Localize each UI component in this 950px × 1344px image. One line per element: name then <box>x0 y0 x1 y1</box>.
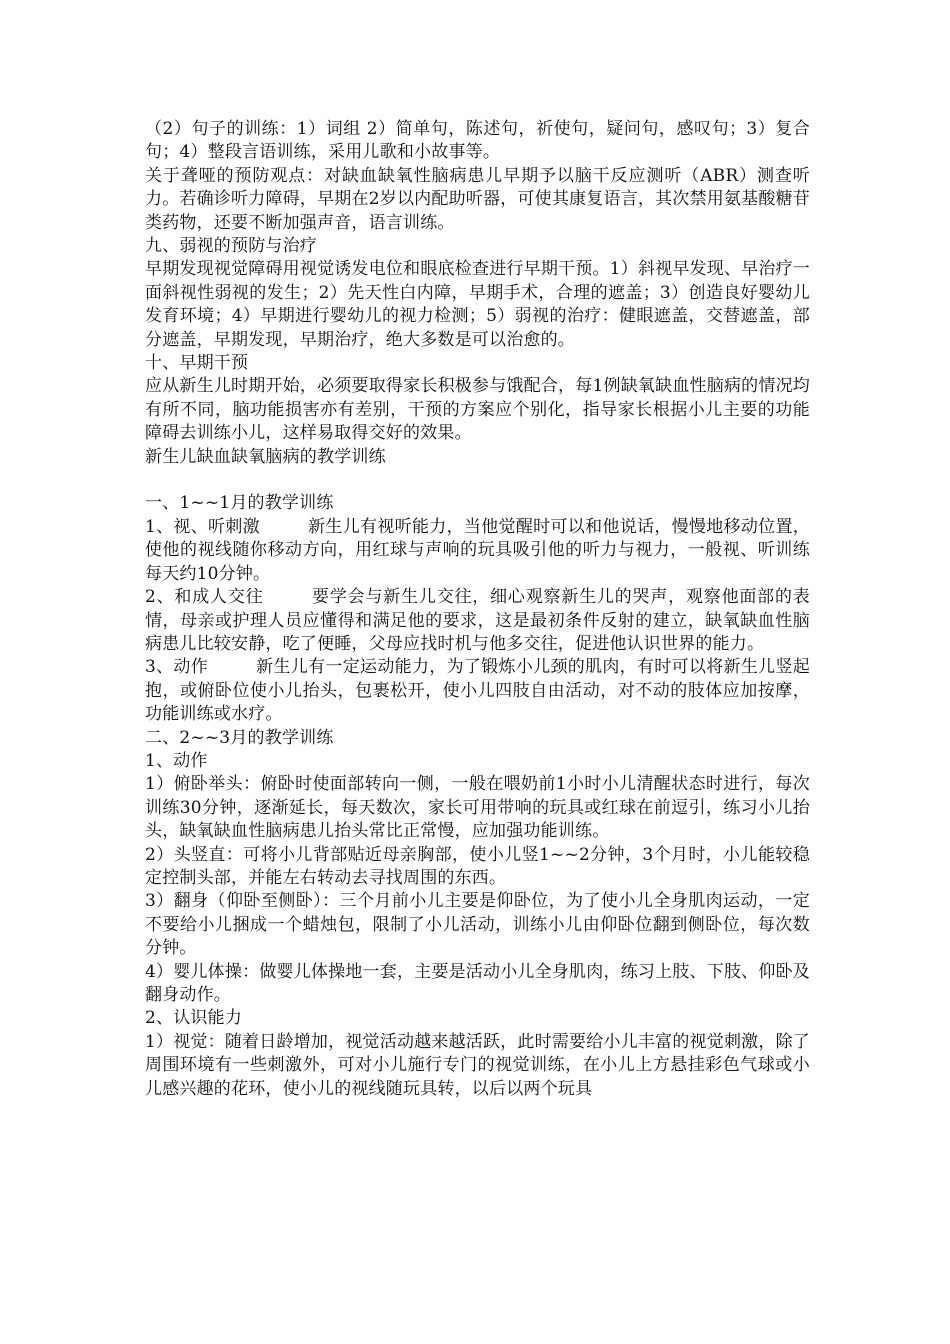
paragraph: 1）俯卧举头：俯卧时使面部转向一侧，一般在喂奶前1小时小儿清醒状态时进行，每次训练30分钟，逐渐延长，每天数次，家长可用带响的玩具或红球在前逗引，练习小儿抬头，缺氧缺血性脑病患儿抬头常比正常慢，应加强功能训练。 <box>145 774 810 842</box>
item-body: 新生儿有视听能力，当他觉醒时可以和他说话，慢慢地移动位置，使他的视线随你移动方向，用红球与声响的玩具吸引他的听力与视力，一般视、听训练每天约10分钟。 <box>145 516 810 584</box>
section-heading: 十、早期干预 <box>145 353 249 374</box>
section-heading: 九、弱视的预防与治疗 <box>145 236 317 257</box>
paragraph <box>145 586 810 656</box>
paragraph: （2）句子的训练：1）词组 2）简单句，陈述句，祈使句，疑问句，感叹句；3）复合句；4）整段言语训练，采用儿歌和小故事等。 <box>145 119 810 163</box>
paragraph: 4）婴儿体操：做婴儿体操地一套，主要是活动小儿全身肌肉，练习上肢、下肢、仰卧及翻身动作。 <box>145 961 810 1006</box>
section-heading: 二、2~~3月的教学训练 <box>145 727 334 748</box>
section-heading: 一、1~~1月的教学训练 <box>145 493 334 514</box>
item-body: 要学会与新生儿交往，细心观察新生儿的哭声，观察他面部的表情，母亲或护理人员应懂得和满足他的要求，这是最初条件反射的建立，缺氧缺血性脑病患儿比较安静，吃了便睡，父母应找时机与他多交往，促进他认识世界的能力。 <box>145 587 810 654</box>
paragraph: 早期发现视觉障碍用视觉诱发电位和眼底检查进行早期干预。1）斜视早发现、早治疗一面斜视性弱视的发生；2）先天性白内障，早期手术，合理的遮盖；3）创造良好婴幼儿发育环境；4）早期进行婴幼儿的视力检测；5）弱视的治疗：健眼遮盖，交替遮盖，部分遮盖，早期发现，早期治疗，绝大多数是可以治愈的。 <box>145 259 810 350</box>
paragraph: 3）翻身（仰卧至侧卧）：三个月前小儿主要是仰卧位，为了使小儿全身肌肉运动，一定不要给小儿捆成一个蜡烛包，限制了小儿活动，训练小儿由仰卧位翻到侧卧位，每次数分钟。 <box>145 891 810 959</box>
paragraph: 1）视觉：随着日龄增加，视觉活动越来越活跃，此时需要给小儿丰富的视觉刺激，除了周围环境有一些刺激外，可对小儿施行专门的视觉训练，在小儿上方悬挂彩色气球或小儿感兴趣的花环，使小儿的视线随玩具转，以后以两个玩具 <box>145 1031 810 1099</box>
item-heading: 1、视、听刺激 <box>145 516 260 537</box>
subsection-heading: 2、认识能力 <box>145 1008 243 1029</box>
paragraph: 关于聋哑的预防观点：对缺血缺氧性脑病患儿早期予以脑干反应测听（ABR）测查听力。若确诊听力障碍，早期在2岁以内配助听器，可使其康复语言，其次禁用氨基酸糖苷类药物，还要不断加强声音，语言训练。 <box>145 165 810 233</box>
document-title: 新生儿缺血缺氧脑病的教学训练 <box>145 446 386 467</box>
paragraph: 应从新生儿时期开始，必须要取得家长积极参与饿配合，每1例缺氧缺血性脑病的情况均有所不同，脑功能损害亦有差别，干预的方案应个别化，指导家长根据小儿主要的功能障碍去训练小儿，这样易取得交好的效果。 <box>145 376 810 444</box>
item-heading: 3、动作 <box>145 657 209 678</box>
subsection-heading: 1、动作 <box>145 750 208 771</box>
paragraph <box>145 656 810 726</box>
item-body: 新生儿有一定运动能力，为了锻炼小儿颈的肌肉，有时可以将新生儿竖起抱，或俯卧位使小儿抬头，包裹松开，使小儿四肢自由活动，对不动的肢体应加按摩，功能训练或水疗。 <box>145 657 810 725</box>
paragraph <box>145 516 810 586</box>
paragraph: 2）头竖直：可将小儿背部贴近母亲胸部，使小儿竖1~~2分钟，3个月时，小儿能较稳定控制头部，并能左右转动去寻找周围的东西。 <box>145 844 810 888</box>
blank-line <box>145 469 810 492</box>
item-heading: 2、和成人交往 <box>145 587 264 608</box>
